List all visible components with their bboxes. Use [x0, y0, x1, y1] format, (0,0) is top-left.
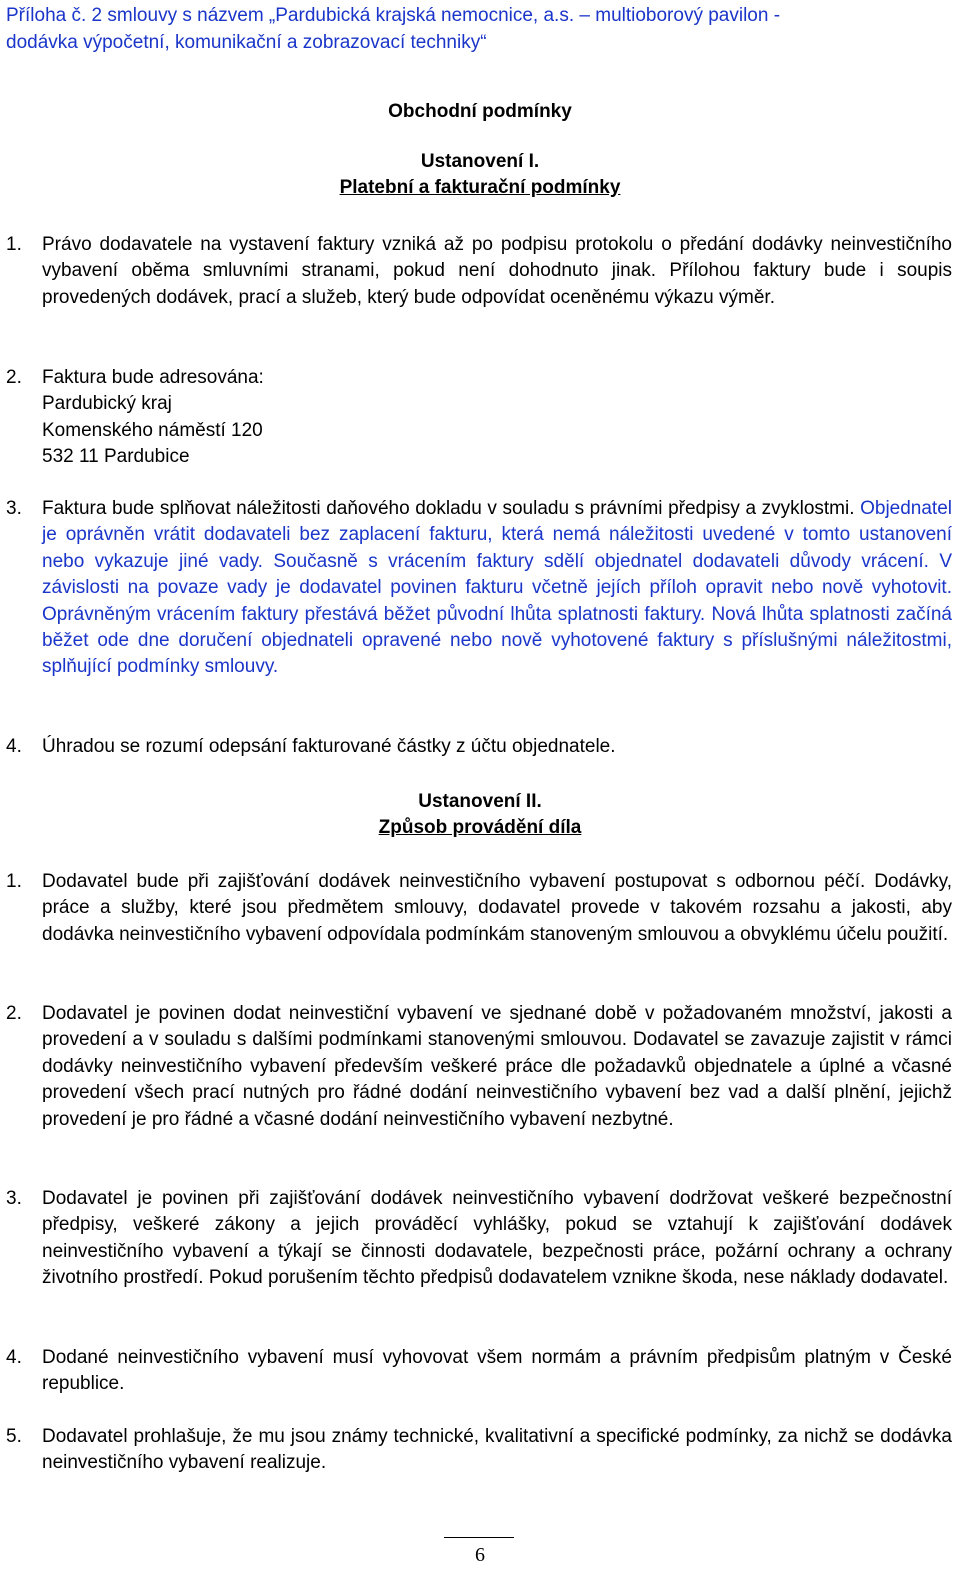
item-text: [42, 365, 952, 471]
section-1-item-3: [6, 496, 952, 681]
page-number: 6: [475, 1544, 485, 1566]
section-2-subheading: [0, 815, 960, 841]
section-2-heading: Ustanovení II.: [418, 791, 542, 812]
item-text: [42, 496, 952, 681]
section-2-subheading-text: Způsob provádění díla: [378, 817, 582, 838]
address-line: Komenského náměstí 120: [42, 419, 263, 441]
item-number: 3.: [6, 498, 22, 519]
section-1-subheading-text: Platební a fakturační podmínky: [339, 177, 621, 198]
section-2-item-1: [6, 869, 952, 948]
item-number: 4.: [6, 736, 22, 757]
item-text-blue: Objednatel je oprávněn vrátit dodavateli bez zaplacení fakturu, která nemá náležitosti uvedené v tomto ustanovení nebo vykazuje jiné vady. Současně s vrácením faktury sdělí objednatel dodavateli důvody vrácení. V závislosti na povaze vady je dodavatel povinen fakturu včetně jejích příloh opravit nebo nově vyhotovit. Oprávněným vrácením faktury přestává běžet původní lhůta splatnosti faktury. Nová lhůta splatnosti začíná běžet ode dne doručení objednateli opravené nebo nově vyhotovené faktury s příslušnými náležitostmi, splňující podmínky smlouvy.: [42, 498, 952, 678]
item-text: Dodané neinvestičního vybavení musí vyhovovat všem normám a právním předpisům platným v České republice.: [42, 1347, 952, 1395]
section-1-item-1: [6, 232, 952, 311]
item-number: 2.: [6, 367, 22, 388]
document-header: [6, 2, 956, 56]
item-number: 3.: [6, 1188, 22, 1209]
section-2-item-3: [6, 1186, 952, 1292]
item-text-black: Faktura bude splňovat náležitosti daňového dokladu v souladu s právními předpisy a zvyklostmi.: [42, 498, 855, 519]
section-1-subheading: [0, 175, 960, 201]
header-line-2: dodávka výpočetní, komunikační a zobrazovací techniky“: [6, 32, 487, 53]
section-2-item-2: [6, 1001, 952, 1133]
address-line: 532 11 Pardubice: [42, 446, 190, 468]
item-text: Dodavatel bude při zajišťování dodávek neinvestičního vybavení postupovat s odbornou péčí. Dodávky, práce a služby, které jsou předmětem smlouvy, dodavatel provede v takovém rozsahu a jakosti, aby dodávka neinvestičního vybavení odpovídala podmínkám stanoveným smlouvou a obvyklému účelu použití.: [42, 871, 952, 945]
section-1-item-4: [6, 734, 952, 760]
section-2-item-5: [6, 1424, 952, 1477]
footer-divider: [444, 1537, 514, 1538]
section-1-item-2: [6, 365, 952, 471]
item-number: 2.: [6, 1003, 22, 1024]
item-text: Právo dodavatele na vystavení faktury vzniká až po podpisu protokolu o předání dodávky neinvestičního vybavení oběma smluvními stranami, pokud není dohodnuto jinak. Přílohou faktury bude i soupis provedených dodávek, prací a služeb, který bude odpovídat oceněnému výkazu výměr.: [42, 234, 952, 308]
item-text: Dodavatel je povinen dodat neinvestiční vybavení ve sjednané době v požadovaném množství, jakosti a provedení a v souladu s dalšími podmínkami stanovenými smlouvou. Dodavatel se zavazuje zajistit v rámci dodávky neinvestičního vybavení především veškeré práce dle požadavků objednatele a úplné a včasné provedení všech prací nutných pro řádné dodání neinvestičního vybavení bez vad a další plnění, jejichž provedení je pro řádné a včasné dodání neinvestičního vybavení nezbytné.: [42, 1003, 952, 1130]
document-title: Obchodní podmínky: [388, 101, 572, 122]
item-number: 1.: [6, 234, 22, 255]
item-text: Úhradou se rozumí odepsání fakturované částky z účtu objednatele.: [42, 736, 616, 757]
section-1-heading: Ustanovení I.: [420, 151, 540, 172]
header-line-1: Příloha č. 2 smlouvy s názvem „Pardubická krajská nemocnice, a.s. – multioborový pavilon -: [6, 5, 781, 26]
item-number: 1.: [6, 871, 22, 892]
item-number: 5.: [6, 1426, 22, 1447]
item-text: Dodavatel prohlašuje, že mu jsou známy technické, kvalitativní a specifické podmínky, za nichž se dodávka neinvestičního vybavení realizuje.: [42, 1426, 952, 1474]
item-number: 4.: [6, 1347, 22, 1368]
section-2-item-4: [6, 1345, 952, 1398]
address-line: Pardubický kraj: [42, 393, 172, 415]
address-intro: Faktura bude adresována:: [42, 367, 264, 388]
item-text: Dodavatel je povinen při zajišťování dodávek neinvestičního vybavení dodržovat veškeré bezpečnostní předpisy, veškeré zákony a jejich prováděcí vyhlášky, pokud se vztahují k zajišťování dodávek neinvestičního vybavení a týkají se činnosti dodavatele, bezpečnosti práce, požární ochrany a ochrany životního prostředí. Pokud porušením těchto předpisů dodavatelem vznikne škoda, nese náklady dodavatel.: [42, 1188, 952, 1289]
